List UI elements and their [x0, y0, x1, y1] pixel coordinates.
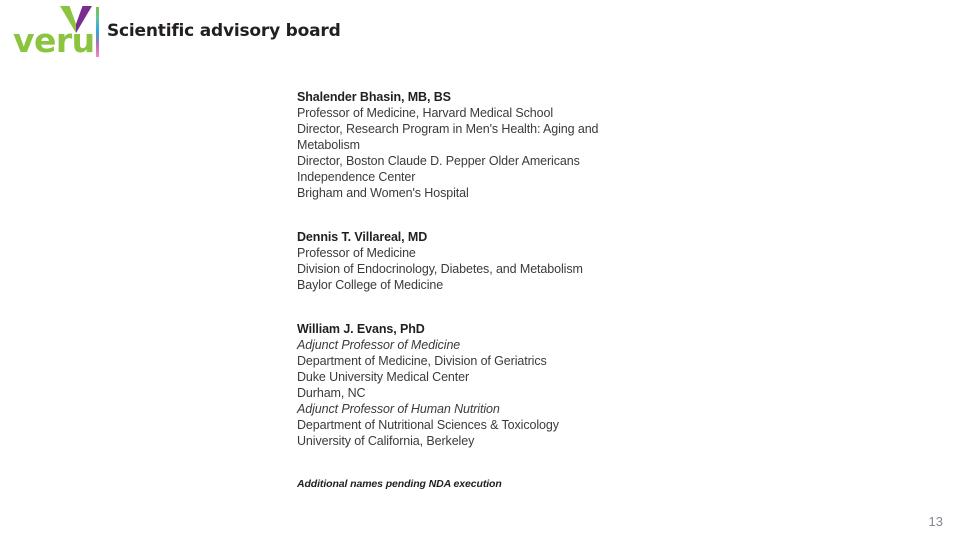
advisory-board-member — [297, 89, 897, 201]
member-detail-line: Department of Nutritional Sciences & Toxicology — [297, 418, 559, 432]
advisory-board-member — [297, 321, 897, 449]
member-detail-line: Department of Medicine, Division of Geriatrics — [297, 354, 547, 368]
page-number: 13 — [928, 514, 943, 529]
member-detail-line: Professor of Medicine — [297, 246, 416, 260]
member-name: Dennis T. Villareal, MD — [297, 230, 428, 244]
member-detail-line: Division of Endocrinology, Diabetes, and Metabolism — [297, 262, 583, 276]
advisory-board-member — [297, 229, 897, 293]
veru-logo — [13, 6, 95, 60]
member-detail-line: Adjunct Professor of Human Nutrition — [297, 402, 500, 416]
logo-gradient-divider — [96, 7, 99, 57]
member-detail-line: University of California, Berkeley — [297, 434, 475, 448]
nda-footnote: Additional names pending NDA execution — [297, 478, 502, 490]
member-name: Shalender Bhasin, MB, BS — [297, 90, 451, 104]
member-detail-line: Durham, NC — [297, 386, 366, 400]
slide-header — [0, 0, 960, 66]
veru-wordmark: veru — [13, 21, 95, 60]
member-detail-line: Independence Center — [297, 170, 416, 184]
member-name: William J. Evans, PhD — [297, 322, 425, 336]
page-title: Scientific advisory board — [107, 21, 341, 41]
member-detail-line: Brigham and Women's Hospital — [297, 186, 469, 200]
member-detail-line: Director, Research Program in Men's Health: Aging and — [297, 122, 599, 136]
member-detail-line: Director, Boston Claude D. Pepper Older Americans — [297, 154, 580, 168]
member-detail-line: Duke University Medical Center — [297, 370, 470, 384]
member-detail-line: Professor of Medicine, Harvard Medical School — [297, 106, 554, 120]
member-detail-line: Metabolism — [297, 138, 360, 152]
member-detail-line: Baylor College of Medicine — [297, 278, 444, 292]
member-detail-line: Adjunct Professor of Medicine — [297, 338, 461, 352]
advisory-board-list — [297, 89, 897, 491]
